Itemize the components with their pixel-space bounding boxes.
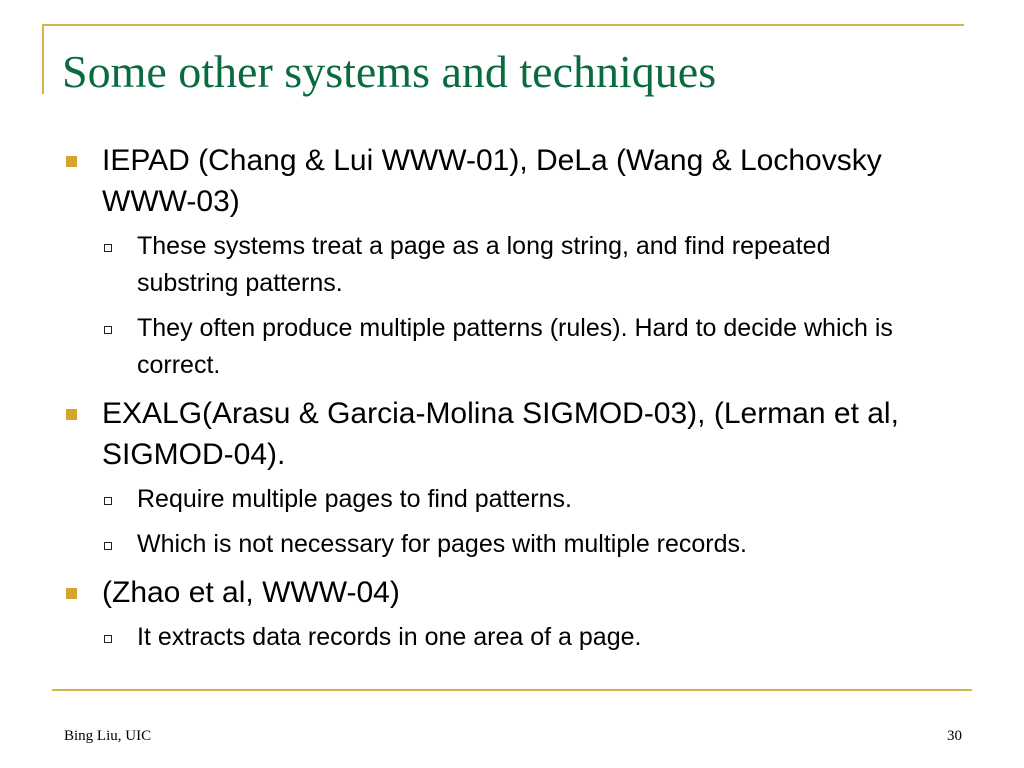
footer-divider bbox=[52, 689, 972, 691]
title-frame-top-line bbox=[42, 24, 964, 26]
hollow-square-bullet-icon bbox=[104, 244, 112, 252]
sub-bullet-2-1 bbox=[102, 481, 917, 518]
sub-bullet-3-1 bbox=[102, 619, 917, 656]
bullet-3 bbox=[66, 572, 956, 613]
sub-bullet-1-2-text: They often produce multiple patterns (rules). Hard to decide which is correct. bbox=[137, 314, 893, 379]
square-bullet-icon bbox=[66, 409, 77, 420]
slide-content bbox=[66, 140, 956, 664]
hollow-square-bullet-icon bbox=[104, 497, 112, 505]
sub-bullet-2-2 bbox=[102, 526, 917, 563]
bullet-1 bbox=[66, 140, 956, 222]
sub-bullet-1-2 bbox=[102, 310, 917, 384]
bullet-2-text: EXALG(Arasu & Garcia-Molina SIGMOD-03), (Lerman et al, SIGMOD-04). bbox=[102, 397, 899, 471]
hollow-square-bullet-icon bbox=[104, 326, 112, 334]
sub-bullet-2-1-text: Require multiple pages to find patterns. bbox=[137, 485, 572, 513]
sub-bullet-1-1-text: These systems treat a page as a long string, and find repeated substring patterns. bbox=[137, 232, 831, 297]
square-bullet-icon bbox=[66, 588, 77, 599]
square-bullet-icon bbox=[66, 156, 77, 167]
slide-title: Some other systems and techniques bbox=[62, 46, 717, 97]
sub-bullet-1-1 bbox=[102, 228, 917, 302]
hollow-square-bullet-icon bbox=[104, 635, 112, 643]
slide-number: 30 bbox=[947, 728, 962, 744]
hollow-square-bullet-icon bbox=[104, 542, 112, 550]
bullet-1-text: IEPAD (Chang & Lui WWW-01), DeLa (Wang & Lochovsky WWW-03) bbox=[102, 144, 882, 218]
bullet-2 bbox=[66, 393, 956, 475]
bullet-3-text: (Zhao et al, WWW-04) bbox=[102, 576, 400, 609]
footer-author: Bing Liu, UIC bbox=[64, 728, 152, 744]
title-frame-left-line bbox=[42, 24, 44, 94]
sub-bullet-2-2-text: Which is not necessary for pages with multiple records. bbox=[137, 530, 747, 558]
sub-bullet-3-1-text: It extracts data records in one area of a page. bbox=[137, 623, 642, 651]
